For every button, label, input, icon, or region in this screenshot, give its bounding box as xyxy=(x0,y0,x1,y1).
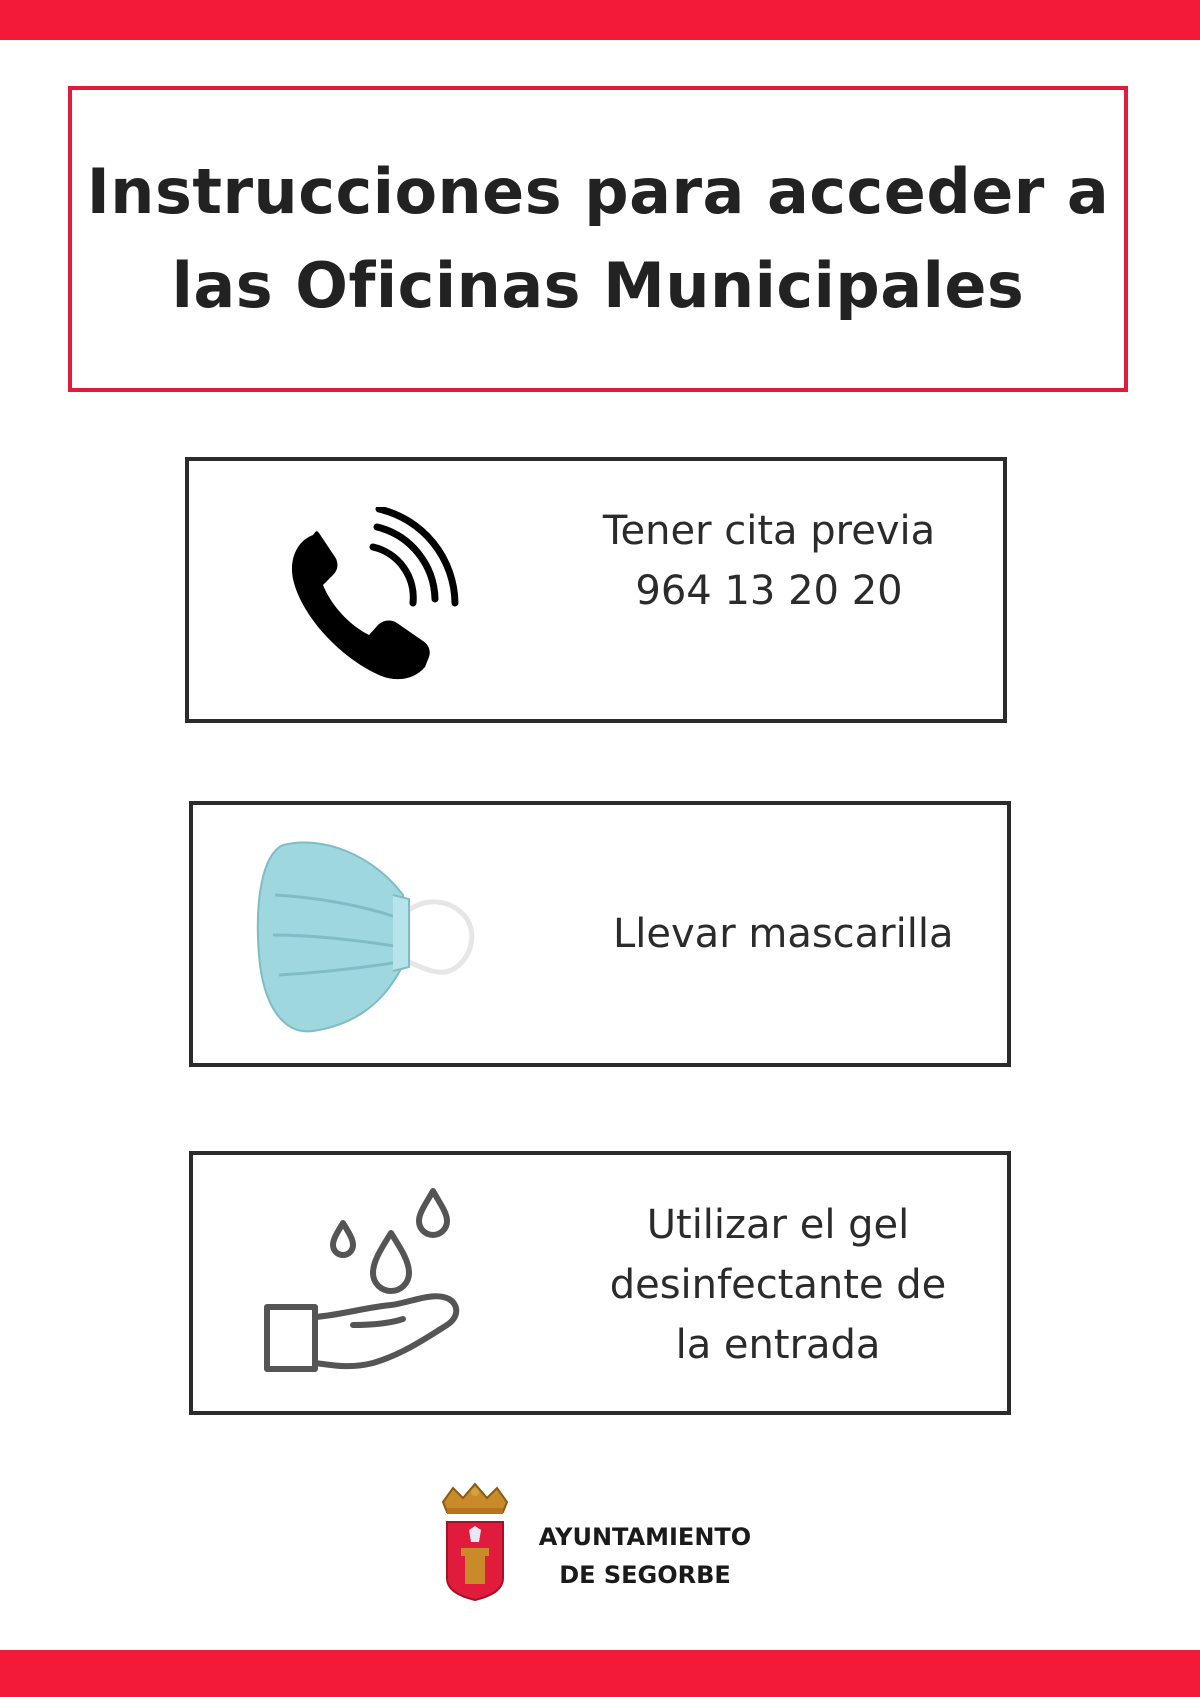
instruction-card-mask xyxy=(189,801,1011,1067)
sanitizer-line-1: Utilizar el gel xyxy=(646,1202,910,1248)
sanitizer-line-3: la entrada xyxy=(675,1322,881,1368)
title-box xyxy=(68,86,1128,392)
mask-line: Llevar mascarilla xyxy=(613,911,954,957)
title-line-2: las Oficinas Municipales xyxy=(171,249,1025,322)
logo-line-2: DE SEGORBE xyxy=(559,1561,731,1589)
bottom-accent-band xyxy=(0,1650,1200,1697)
logo-line-1: AYUNTAMIENTO xyxy=(538,1523,752,1551)
municipal-logo xyxy=(435,1482,795,1602)
sanitizer-line-2: desinfectante de xyxy=(609,1262,947,1308)
phone-number: 964 13 20 20 xyxy=(635,568,903,614)
title-line-1: Instrucciones para acceder a xyxy=(86,155,1110,228)
top-accent-band xyxy=(0,0,1200,40)
phone-icon xyxy=(279,507,469,687)
page-title xyxy=(87,145,1110,333)
instruction-text-sanitizer xyxy=(603,1195,953,1375)
appointment-line: Tener cita previa xyxy=(602,508,936,554)
logo-text xyxy=(515,1518,775,1594)
instruction-text-appointment xyxy=(589,501,949,621)
instruction-card-sanitizer xyxy=(189,1151,1011,1415)
face-mask-image xyxy=(253,835,493,1035)
coat-of-arms-icon xyxy=(435,1482,515,1602)
instruction-text-mask xyxy=(613,904,953,964)
hand-sanitizer-icon xyxy=(263,1187,483,1387)
instruction-card-appointment xyxy=(185,457,1007,723)
